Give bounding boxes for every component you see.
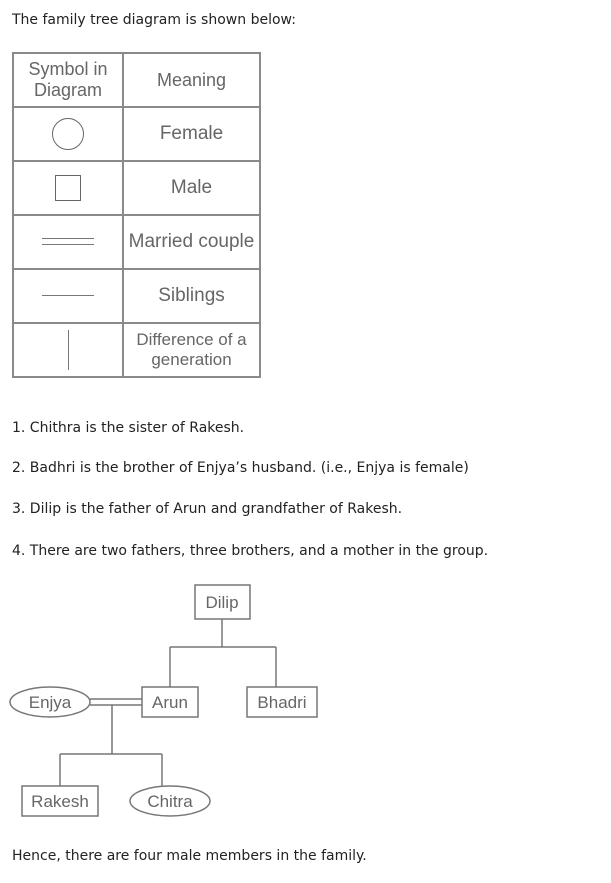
legend-header-meaning: Meaning xyxy=(123,53,260,107)
intro-text: The family tree diagram is shown below: xyxy=(12,12,296,28)
chitra-label: Chitra xyxy=(147,792,193,811)
circle-icon xyxy=(52,118,84,150)
bhadri-label: Bhadri xyxy=(257,693,307,712)
legend-row-female xyxy=(13,107,260,161)
dilip-label: Dilip xyxy=(205,593,239,612)
statement-1: 1. Chithra is the sister of Rakesh. xyxy=(12,420,245,436)
rakesh-label: Rakesh xyxy=(31,792,89,811)
double-line-icon xyxy=(42,238,94,245)
conclusion-text: Hence, there are four male members in the family. xyxy=(12,848,367,864)
single-line-icon xyxy=(42,295,94,296)
vertical-line-icon xyxy=(68,330,69,370)
legend-header-row xyxy=(13,53,260,107)
square-icon xyxy=(55,175,81,201)
enjya-label: Enjya xyxy=(28,693,72,712)
legend-row-siblings xyxy=(13,269,260,323)
statement-3: 3. Dilip is the father of Arun and grandfather of Rakesh. xyxy=(12,501,403,517)
symbol-legend-table xyxy=(12,52,261,378)
legend-meaning-married: Married couple xyxy=(123,215,260,269)
statement-2: 2. Badhri is the brother of Enjya’s husband. (i.e., Enjya is female) xyxy=(12,460,469,476)
family-tree-diagram xyxy=(0,575,611,830)
legend-meaning-female: Female xyxy=(123,107,260,161)
legend-meaning-male: Male xyxy=(123,161,260,215)
legend-meaning-generation: Difference of a generation xyxy=(123,323,260,377)
legend-meaning-siblings: Siblings xyxy=(123,269,260,323)
legend-header-symbol: Symbol in Diagram xyxy=(13,53,123,107)
legend-row-married xyxy=(13,215,260,269)
arun-label: Arun xyxy=(152,693,188,712)
legend-row-generation xyxy=(13,323,260,377)
legend-row-male xyxy=(13,161,260,215)
statement-4: 4. There are two fathers, three brothers, and a mother in the group. xyxy=(12,543,489,559)
